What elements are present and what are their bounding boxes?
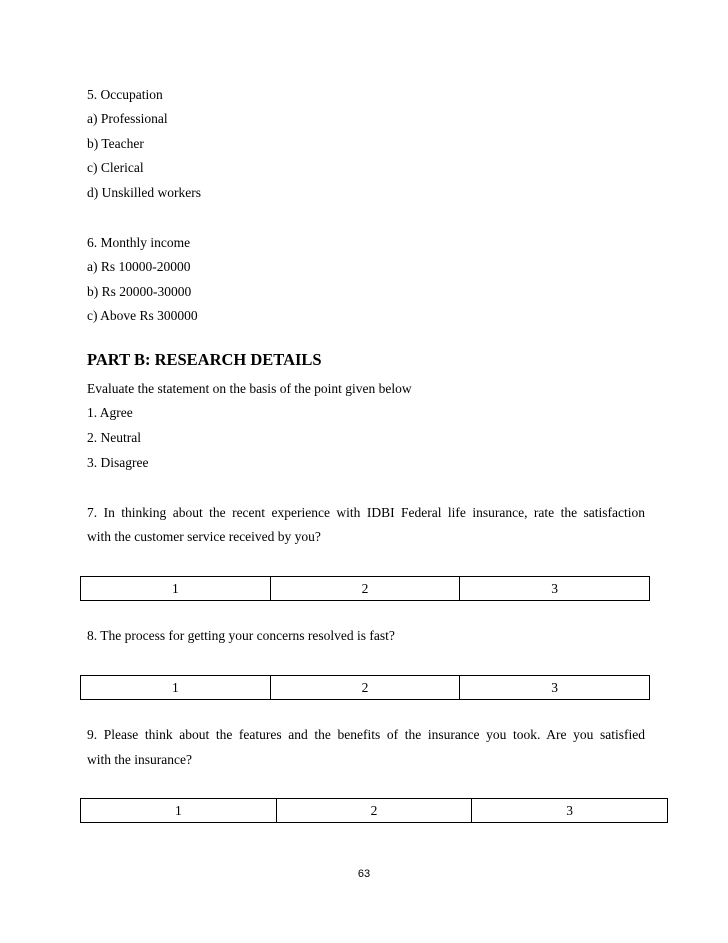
q7-rating-3[interactable]: 3 xyxy=(460,577,650,601)
q6-title: 6. Monthly income xyxy=(87,235,191,250)
page-number: 63 xyxy=(357,868,371,880)
q5-option-d: d) Unskilled workers xyxy=(87,185,201,200)
point-agree: 1. Agree xyxy=(87,405,133,420)
part-b-heading: PART B: RESEARCH DETAILS xyxy=(87,350,322,369)
q9-rating-2[interactable]: 2 xyxy=(276,799,472,823)
q7-text-line2: with the customer service received by you? xyxy=(87,529,321,544)
q7-rating-2[interactable]: 2 xyxy=(270,577,460,601)
q9-rating-table xyxy=(80,798,668,823)
q6-option-b: b) Rs 20000-30000 xyxy=(87,284,192,299)
q8-rating-table xyxy=(80,675,650,700)
part-b-instruction: Evaluate the statement on the basis of the point given below xyxy=(87,381,412,396)
q7-text-line1: 7. In thinking about the recent experience with IDBI Federal life insurance, rate the satisfaction xyxy=(87,505,645,520)
point-disagree: 3. Disagree xyxy=(87,455,149,470)
q9-rating-1[interactable]: 1 xyxy=(81,799,277,823)
q9-text-line2: with the insurance? xyxy=(87,752,192,767)
q6-option-a: a) Rs 10000-20000 xyxy=(87,259,191,274)
q8-text: 8. The process for getting your concerns resolved is fast? xyxy=(87,628,395,643)
q6-option-c: c) Above Rs 300000 xyxy=(87,308,198,323)
q7-rating-1[interactable]: 1 xyxy=(81,577,271,601)
q8-rating-1[interactable]: 1 xyxy=(81,676,271,700)
q5-option-a: a) Professional xyxy=(87,111,168,126)
q8-rating-2[interactable]: 2 xyxy=(270,676,460,700)
q8-rating-3[interactable]: 3 xyxy=(460,676,650,700)
q9-rating-3[interactable]: 3 xyxy=(472,799,668,823)
q5-option-b: b) Teacher xyxy=(87,136,144,151)
q5-title: 5. Occupation xyxy=(87,87,163,102)
point-neutral: 2. Neutral xyxy=(87,430,141,445)
q7-rating-table xyxy=(80,576,650,601)
q9-text-line1: 9. Please think about the features and the benefits of the insurance you took. Are you satisfied xyxy=(87,727,645,742)
q5-option-c: c) Clerical xyxy=(87,160,144,175)
